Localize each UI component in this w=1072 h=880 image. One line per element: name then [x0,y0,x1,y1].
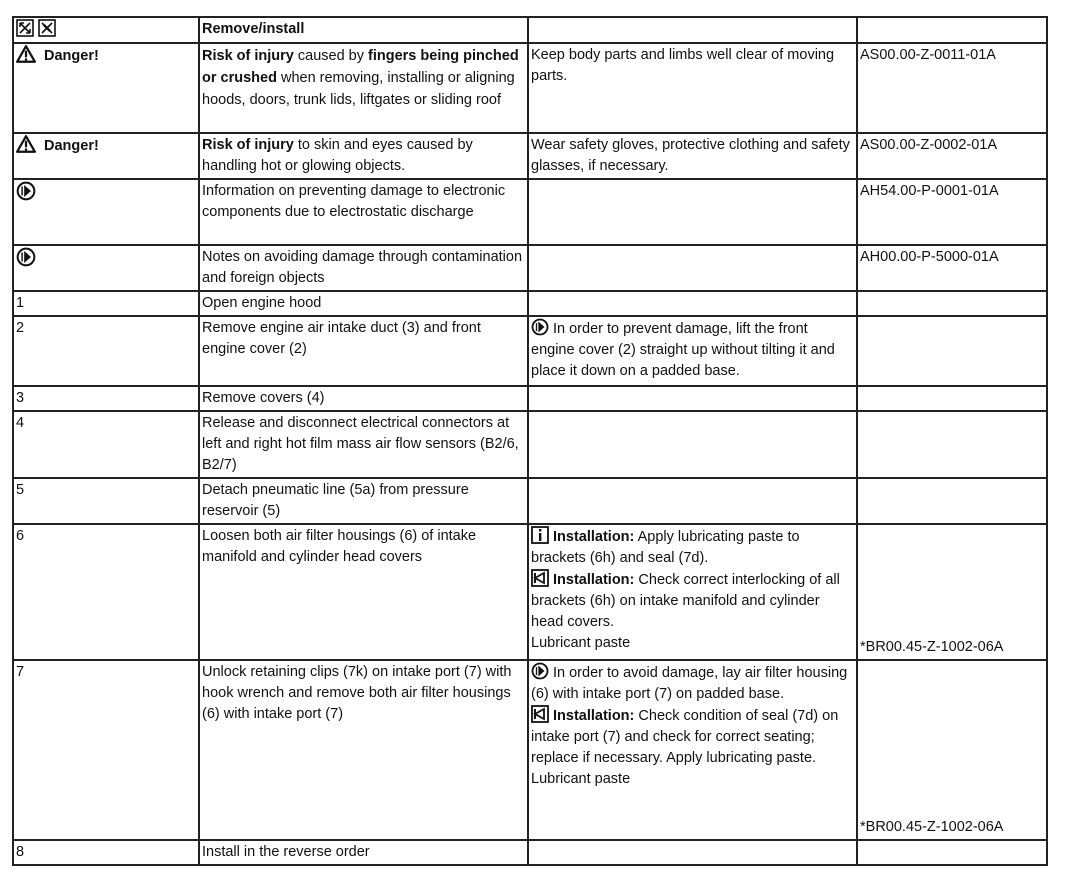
step-number: 1 [13,291,199,316]
danger-label: Danger! [44,48,99,64]
damage-notice-icon [531,318,549,336]
step-text: Detach pneumatic line (5a) from pressure reservoir (5) [199,478,528,524]
step-text: Unlock retaining clips (7k) on intake port (7) with hook wrench and remove both air filter housings (6) with intake port (7) [199,660,528,840]
warning-triangle-icon [16,45,36,63]
step-ref: *BR00.45-Z-1002-06A [857,524,1047,660]
step-row [13,316,1047,386]
danger-cell [13,43,199,133]
header-row [13,17,1047,43]
install-icon [38,19,56,37]
header-empty-3 [528,17,857,43]
esd-notice-icon [16,181,36,201]
step-text: Remove covers (4) [199,386,528,411]
danger-cell [13,133,199,179]
step-note: In order to avoid damage, lay air filter housing (6) with intake port (7) on padded base. Installation: Check condition of seal (7d) on intake port (7) and check for correct seating; replace if necessary. Apply lubricating paste. Lubricant paste [528,660,857,840]
danger-ref: AS00.00-Z-0002-01A [857,133,1047,179]
danger-label: Danger! [44,138,99,154]
lubricant-label: Lubricant paste [531,635,631,651]
warning-triangle-icon [16,135,36,153]
header-empty-4 [857,17,1047,43]
danger-note: Wear safety gloves, protective clothing and safety glasses, if necessary. [528,133,857,179]
step-text: Release and disconnect electrical connectors at left and right hot film mass air flow sensors (B2/6, B2/7) [199,411,528,478]
step-ref: *BR00.45-Z-1002-06A [857,660,1047,840]
info-icon [531,526,549,544]
danger-note: Keep body parts and limbs well clear of moving parts. [528,43,857,133]
installation-icon [531,569,549,587]
procedure-table [12,16,1048,866]
danger-text: Risk of injury to skin and eyes caused by handling hot or glowing objects. [199,133,528,179]
header-icons-cell [13,17,199,43]
info-ref: AH54.00-P-0001-01A [857,179,1047,245]
step-text: Install in the reverse order [199,840,528,865]
danger-row-2 [13,133,1047,179]
step-row [13,411,1047,478]
step-row [13,660,1047,840]
installation-icon [531,705,549,723]
step-number: 5 [13,478,199,524]
notice-icon [16,247,36,267]
remove-icon [16,19,34,37]
step-row [13,478,1047,524]
info-text: Information on preventing damage to electronic components due to electrostatic discharge [199,179,528,245]
danger-ref: AS00.00-Z-0011-01A [857,43,1047,133]
step-row [13,840,1047,865]
step-row [13,386,1047,411]
step-number: 2 [13,316,199,386]
danger-text: Risk of injury caused by fingers being pinched or crushed when removing, installing or aligning hoods, doors, trunk lids, liftgates or sliding roof [199,43,528,133]
step-note: In order to prevent damage, lift the front engine cover (2) straight up without tilting it and place it down on a padded base. [528,316,857,386]
damage-notice-icon [531,662,549,680]
lubricant-label: Lubricant paste [531,771,631,787]
step-number: 8 [13,840,199,865]
step-text: Open engine hood [199,291,528,316]
step-note: Installation: Apply lubricating paste to brackets (6h) and seal (7d). Installation: Check correct interlocking of all brackets (6h) on intake manifold and cylinder head covers. Lubricant paste [528,524,857,660]
step-number: 7 [13,660,199,840]
step-row [13,524,1047,660]
info-ref: AH00.00-P-5000-01A [857,245,1047,291]
step-row [13,291,1047,316]
info-row-contamination [13,245,1047,291]
info-row-esd [13,179,1047,245]
danger-row-1 [13,43,1047,133]
step-number: 4 [13,411,199,478]
step-number: 3 [13,386,199,411]
info-text: Notes on avoiding damage through contamination and foreign objects [199,245,528,291]
step-number: 6 [13,524,199,660]
step-text: Loosen both air filter housings (6) of intake manifold and cylinder head covers [199,524,528,660]
step-text: Remove engine air intake duct (3) and front engine cover (2) [199,316,528,386]
header-title: Remove/install [199,17,528,43]
